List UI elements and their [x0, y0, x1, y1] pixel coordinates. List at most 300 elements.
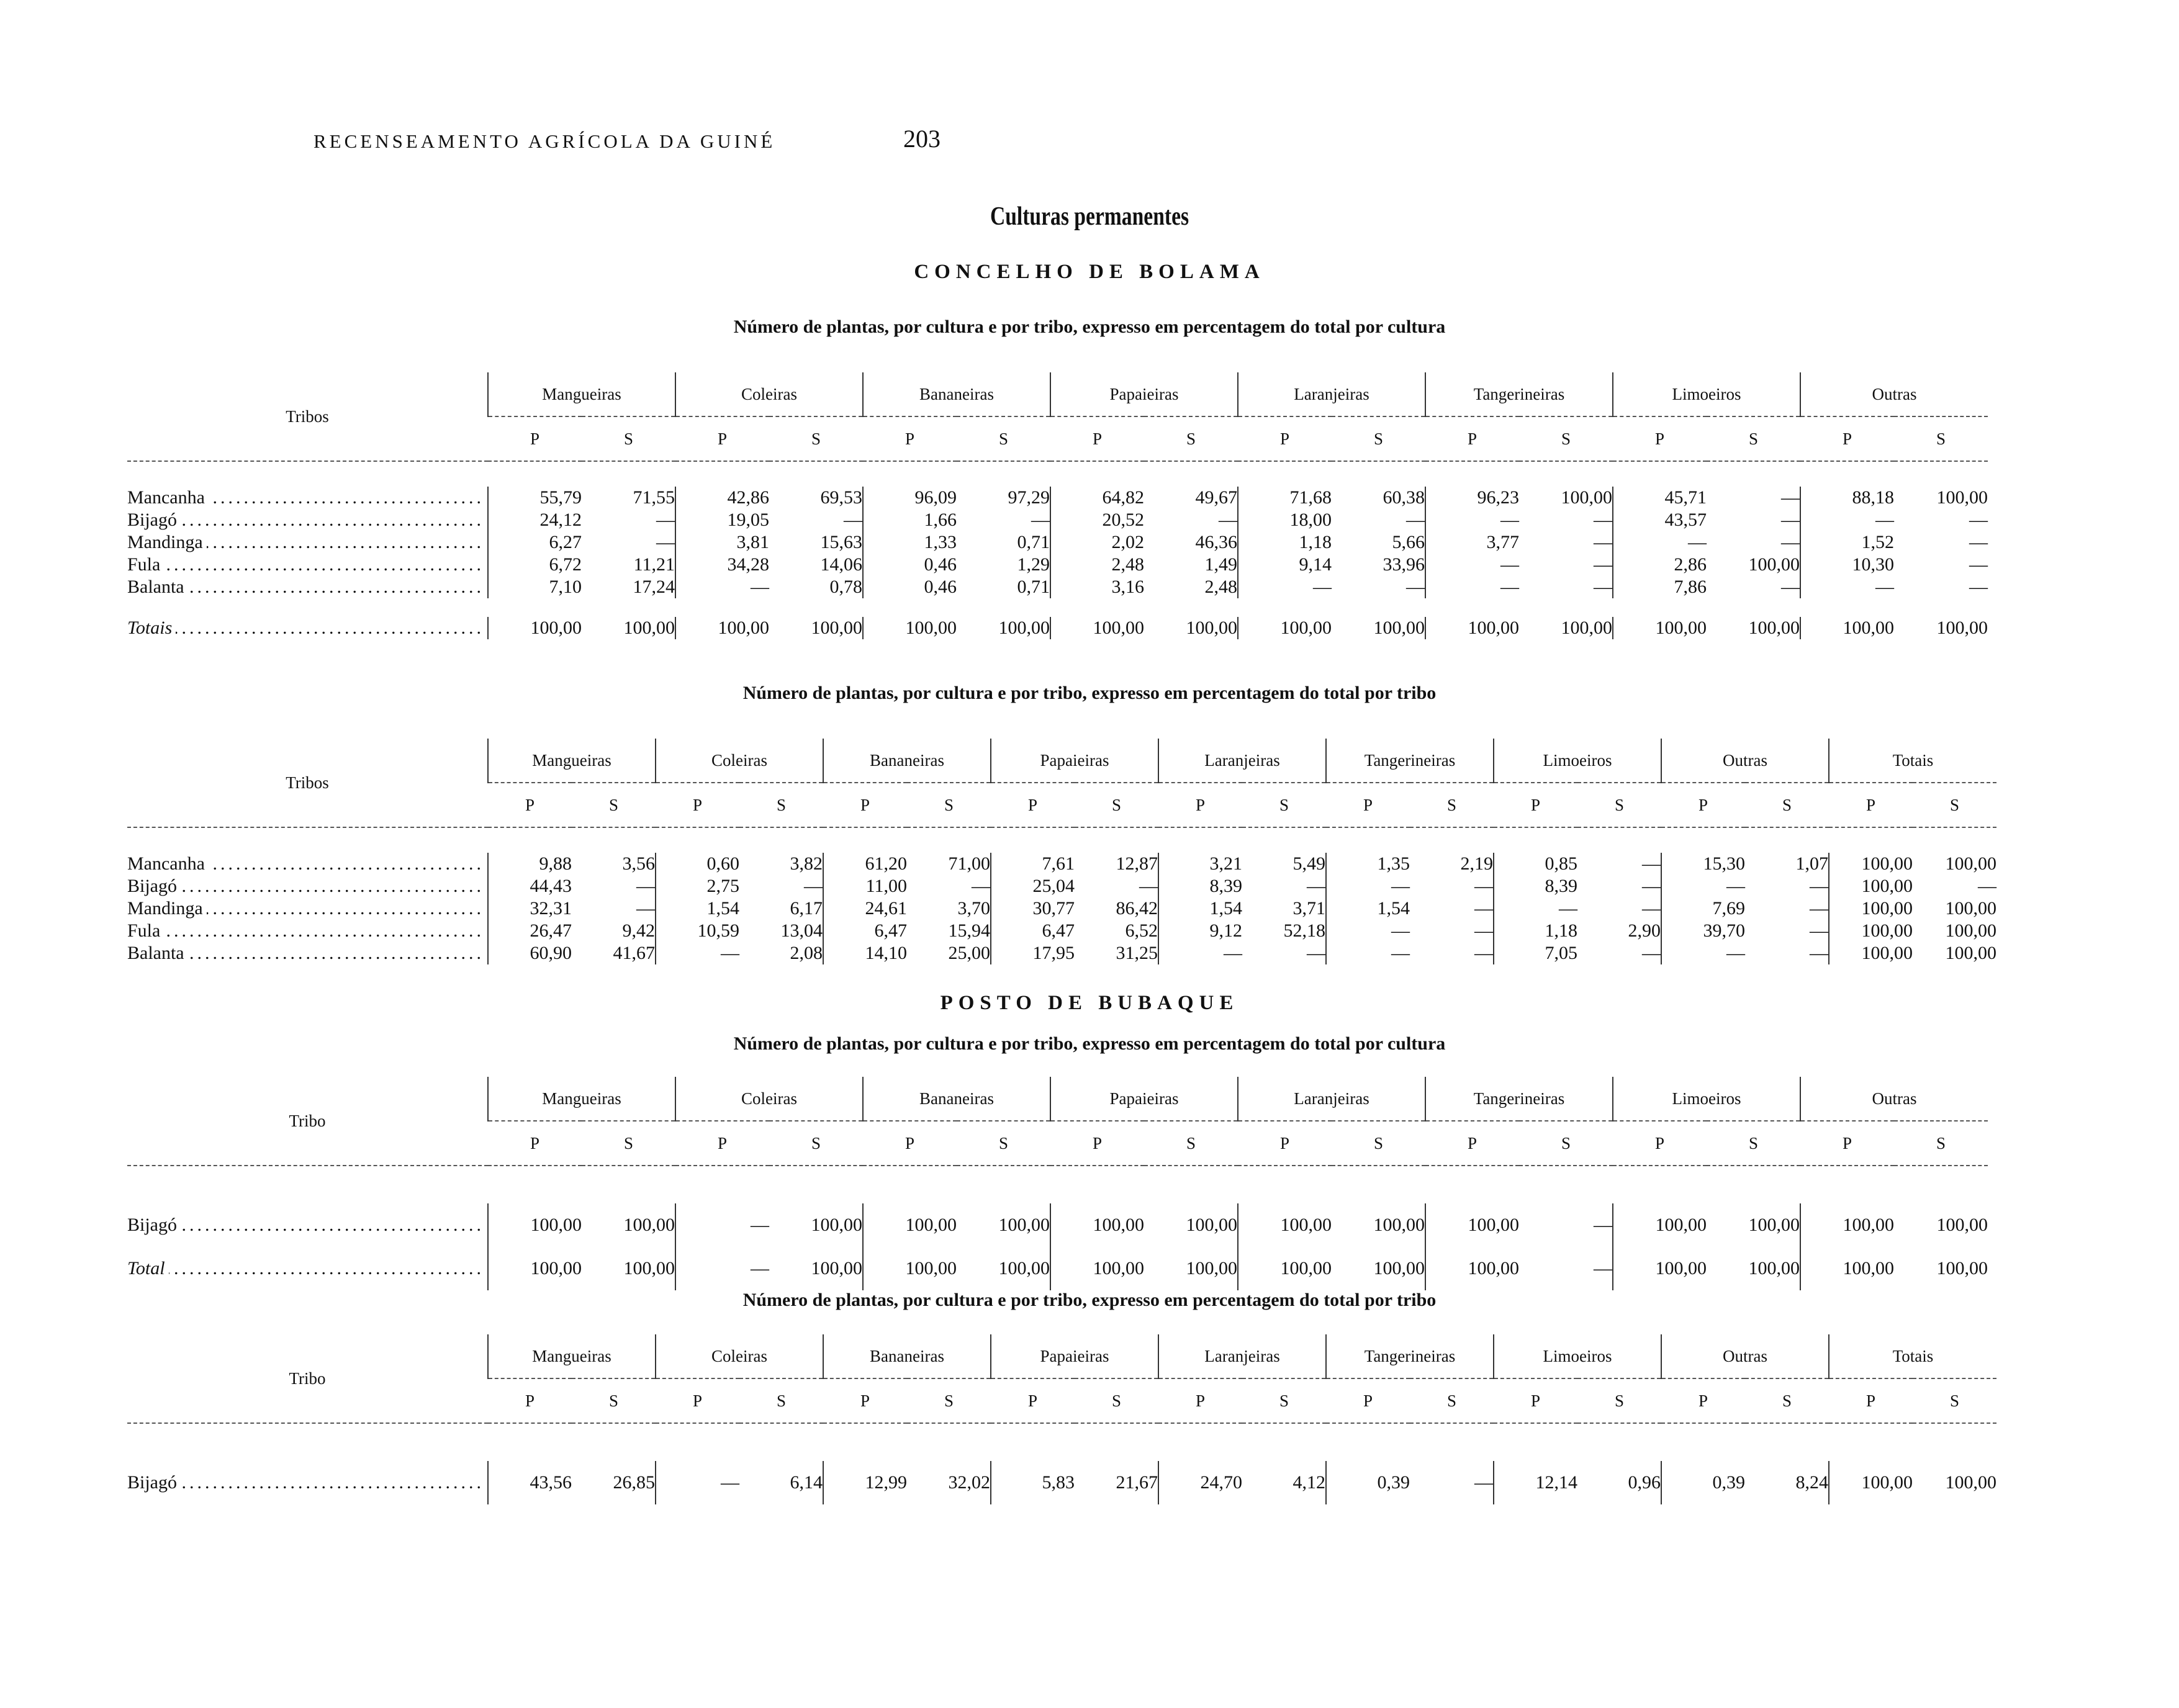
value-cell: —: [1781, 577, 1800, 597]
value-cell: 100,00: [1945, 943, 1996, 963]
table-row: [127, 897, 1996, 920]
value-cell: 1,49: [1204, 554, 1237, 575]
crop-header: Outras: [1661, 739, 1829, 783]
value-cell: 100,00: [1800, 1247, 1894, 1290]
spacer-cell: [127, 827, 1996, 853]
spacer-cell: [127, 598, 1988, 617]
value-cell: 0,85: [1494, 853, 1577, 875]
value-cell: 24,61: [823, 897, 907, 920]
value-cell: 100,00: [1561, 487, 1612, 508]
value-cell: 0,71: [1017, 577, 1050, 597]
value-cell: 100,00: [1829, 1461, 1913, 1504]
row-label: [127, 1461, 488, 1504]
s-header: S: [1913, 1378, 1996, 1423]
value-cell: 100,00: [1186, 618, 1237, 638]
value-cell: 88,18: [1800, 487, 1894, 509]
value-cell: 6,14: [790, 1472, 823, 1493]
p-header: P: [1800, 416, 1894, 461]
row-label: [127, 920, 488, 942]
value-cell: 71,68: [1238, 487, 1332, 509]
crop-header: Laranjeiras: [1158, 739, 1326, 783]
value-cell: 100,00: [1945, 898, 1996, 919]
value-cell: 7,61: [991, 853, 1075, 875]
value-cell: 100,00: [863, 1247, 957, 1290]
value-cell: 14,06: [820, 554, 862, 575]
value-cell: 12,87: [1116, 853, 1158, 874]
page-number: 203: [903, 125, 941, 153]
value-cell: 24,70: [1158, 1461, 1242, 1504]
value-cell: —: [1425, 576, 1519, 598]
value-cell: —: [1031, 510, 1050, 530]
value-cell: 7,10: [488, 576, 582, 598]
value-cell: 100,00: [1238, 617, 1332, 639]
value-cell: 2,08: [790, 943, 823, 963]
value-cell: —: [1494, 897, 1577, 920]
value-cell: 7,69: [1661, 897, 1745, 920]
s-header: S: [1144, 416, 1238, 461]
value-cell: 2,86: [1613, 554, 1707, 576]
value-cell: 12,14: [1494, 1461, 1577, 1504]
value-cell: —: [1307, 943, 1325, 963]
value-cell: 19,05: [675, 509, 769, 531]
value-cell: 6,17: [790, 898, 823, 919]
row-label: [127, 853, 488, 875]
value-cell: —: [1969, 554, 1988, 575]
value-cell: 60,38: [1383, 487, 1425, 508]
table-row: [127, 1203, 1988, 1247]
p-header: P: [1494, 783, 1577, 827]
value-cell: 100,00: [1425, 1203, 1519, 1247]
value-cell: 0,60: [656, 853, 739, 875]
value-cell: —: [1810, 876, 1828, 896]
value-cell: 100,00: [1936, 487, 1988, 508]
crop-header: Outras: [1661, 1334, 1829, 1378]
crop-header: Tangerineiras: [1425, 1077, 1613, 1121]
value-cell: 2,02: [1050, 531, 1144, 554]
p-header: P: [1494, 1378, 1577, 1423]
value-cell: —: [1594, 1215, 1612, 1235]
value-cell: —: [636, 898, 655, 919]
value-cell: 11,21: [633, 554, 675, 575]
s-header: S: [957, 416, 1050, 461]
value-cell: 100,00: [1945, 853, 1996, 874]
value-cell: —: [1969, 577, 1988, 597]
value-cell: 1,18: [1238, 531, 1332, 554]
value-cell: 26,85: [613, 1472, 655, 1493]
value-cell: 96,23: [1425, 487, 1519, 509]
header-row: [127, 372, 1988, 416]
value-cell: 100,00: [1936, 1215, 1988, 1235]
value-cell: 1,35: [1326, 853, 1410, 875]
value-cell: 100,00: [1829, 942, 1913, 964]
crop-header: Tangerineiras: [1425, 372, 1613, 416]
tribe-name: Bijagó: [127, 1215, 181, 1235]
value-cell: 97,29: [1008, 487, 1050, 508]
crop-header: Bananeiras: [863, 372, 1050, 416]
value-cell: 0,96: [1628, 1472, 1661, 1493]
value-cell: 34,28: [675, 554, 769, 576]
crop-header: Totais: [1829, 739, 1996, 783]
value-cell: —: [675, 1203, 769, 1247]
crop-header: Bananeiras: [863, 1077, 1050, 1121]
value-cell: 31,25: [1116, 943, 1158, 963]
value-cell: 1,66: [863, 509, 957, 531]
table-row: [127, 942, 1996, 964]
crop-header: Papaieiras: [991, 739, 1158, 783]
s-header: S: [1745, 783, 1829, 827]
value-cell: 3,71: [1293, 898, 1325, 919]
value-cell: —: [1406, 510, 1425, 530]
p-header: P: [991, 783, 1075, 827]
value-cell: 33,96: [1383, 554, 1425, 575]
crop-header: Laranjeiras: [1158, 1334, 1326, 1378]
value-cell: 15,63: [820, 532, 862, 552]
value-cell: 100,00: [1800, 617, 1894, 639]
value-cell: 0,78: [829, 577, 862, 597]
p-header: P: [488, 416, 582, 461]
table-caption-3: Número de plantas, por cultura e por tribo, expresso em percentagem do total por cultura: [733, 1033, 1446, 1054]
value-cell: 10,59: [656, 920, 739, 942]
p-header: P: [656, 783, 739, 827]
value-cell: —: [1969, 532, 1988, 552]
value-cell: 3,16: [1050, 576, 1144, 598]
s-header: S: [582, 416, 675, 461]
p-header: P: [1238, 1121, 1332, 1166]
stub-header: Tribos: [127, 739, 488, 827]
crop-header: Laranjeiras: [1238, 1077, 1425, 1121]
value-cell: 100,00: [1829, 920, 1913, 942]
spacer: [127, 461, 1988, 487]
value-cell: —: [1661, 875, 1745, 897]
header-row: [127, 1077, 1988, 1121]
row-label: [127, 942, 488, 964]
value-cell: —: [1661, 942, 1745, 964]
value-cell: —: [1642, 853, 1661, 874]
spacer-cell: [127, 1423, 1996, 1461]
value-cell: —: [844, 510, 862, 530]
value-cell: —: [656, 1461, 739, 1504]
s-header: S: [769, 1121, 863, 1166]
value-cell: 100,00: [488, 1203, 582, 1247]
value-cell: 100,00: [1561, 618, 1612, 638]
value-cell: 6,52: [1125, 920, 1158, 941]
value-cell: 100,00: [1425, 1247, 1519, 1290]
spacer-cell: [127, 461, 1988, 487]
value-cell: 32,31: [488, 897, 572, 920]
value-cell: 2,75: [656, 875, 739, 897]
value-cell: 3,81: [675, 531, 769, 554]
value-cell: —: [1810, 943, 1828, 963]
value-cell: 2,19: [1460, 853, 1493, 874]
table-row: [127, 554, 1988, 576]
p-header: P: [863, 416, 957, 461]
row-label: [127, 875, 488, 897]
s-header: S: [1894, 1121, 1988, 1166]
value-cell: 60,90: [488, 942, 572, 964]
crop-header: Limoeiros: [1494, 739, 1661, 783]
value-cell: —: [1158, 942, 1242, 964]
value-cell: —: [656, 942, 739, 964]
value-cell: 100,00: [488, 1247, 582, 1290]
value-cell: 9,42: [622, 920, 655, 941]
value-cell: 100,00: [1050, 1203, 1144, 1247]
s-header: S: [1242, 1378, 1326, 1423]
s-header: S: [1410, 1378, 1494, 1423]
value-cell: 100,00: [623, 1258, 675, 1279]
crop-header: Bananeiras: [823, 739, 991, 783]
value-cell: 100,00: [1425, 617, 1519, 639]
value-cell: 0,46: [863, 554, 957, 576]
value-cell: 100,00: [811, 1258, 862, 1279]
row-label: [127, 617, 488, 639]
table-bubaque-by-crop: [127, 1077, 1988, 1290]
value-cell: 3,21: [1158, 853, 1242, 875]
stub-header: Tribo: [127, 1334, 488, 1423]
value-cell: 9,14: [1238, 554, 1332, 576]
p-header: P: [1326, 1378, 1410, 1423]
value-cell: 1,54: [1158, 897, 1242, 920]
value-cell: 8,39: [1494, 875, 1577, 897]
s-header: S: [1075, 1378, 1158, 1423]
value-cell: —: [1326, 920, 1410, 942]
value-cell: —: [1425, 554, 1519, 576]
value-cell: 32,02: [948, 1472, 990, 1493]
table-bolama-by-tribe: [127, 739, 1996, 964]
value-cell: —: [1139, 876, 1158, 896]
spacer-cell: [127, 1166, 1988, 1203]
value-cell: —: [1781, 487, 1800, 508]
s-header: S: [1913, 783, 1996, 827]
value-cell: —: [972, 876, 990, 896]
value-cell: 6,47: [823, 920, 907, 942]
value-cell: —: [1642, 898, 1661, 919]
value-cell: 100,00: [1373, 618, 1425, 638]
value-cell: 24,12: [488, 509, 582, 531]
p-header: P: [823, 783, 907, 827]
value-cell: —: [1238, 576, 1332, 598]
value-cell: 11,00: [823, 875, 907, 897]
crop-header: Outras: [1800, 1077, 1988, 1121]
crop-header: Mangueiras: [488, 1077, 675, 1121]
value-cell: 52,18: [1283, 920, 1325, 941]
p-header: P: [1661, 783, 1745, 827]
value-cell: —: [675, 576, 769, 598]
tribe-name: Total: [127, 1258, 169, 1279]
value-cell: 2,90: [1628, 920, 1661, 941]
row-label: [127, 487, 488, 509]
value-cell: 100,00: [1936, 1258, 1988, 1279]
spacer: [127, 1166, 1988, 1203]
p-header: P: [1050, 416, 1144, 461]
value-cell: 71,55: [633, 487, 675, 508]
crop-header: Tangerineiras: [1326, 1334, 1494, 1378]
value-cell: 100,00: [1829, 853, 1913, 875]
table-row: [127, 853, 1996, 875]
p-header: P: [675, 1121, 769, 1166]
value-cell: 100,00: [1748, 554, 1800, 575]
value-cell: 45,71: [1613, 487, 1707, 509]
spacer: [127, 827, 1996, 853]
value-cell: 15,94: [948, 920, 990, 941]
stub-header: Tribo: [127, 1077, 488, 1166]
s-header: S: [769, 416, 863, 461]
value-cell: —: [1425, 509, 1519, 531]
s-header: S: [739, 783, 823, 827]
value-cell: 100,00: [1748, 1258, 1800, 1279]
tribe-name: Totais: [127, 618, 176, 638]
p-header: P: [1238, 416, 1332, 461]
value-cell: 100,00: [1186, 1258, 1237, 1279]
value-cell: —: [1594, 1258, 1612, 1279]
value-cell: —: [656, 532, 675, 552]
value-cell: 6,27: [488, 531, 582, 554]
value-cell: 18,00: [1238, 509, 1332, 531]
value-cell: 100,00: [811, 618, 862, 638]
value-cell: 30,77: [991, 897, 1075, 920]
value-cell: 100,00: [1613, 1247, 1707, 1290]
crop-header: Coleiras: [656, 739, 823, 783]
value-cell: 12,99: [823, 1461, 907, 1504]
value-cell: —: [1326, 875, 1410, 897]
crop-header: Coleiras: [675, 372, 863, 416]
value-cell: 43,57: [1613, 509, 1707, 531]
row-label: [127, 509, 488, 531]
value-cell: 46,36: [1195, 532, 1237, 552]
crop-header: Mangueiras: [488, 1334, 656, 1378]
value-cell: —: [1406, 577, 1425, 597]
value-cell: —: [1781, 510, 1800, 530]
value-cell: 61,20: [823, 853, 907, 875]
value-cell: 100,00: [1748, 618, 1800, 638]
value-cell: —: [1594, 510, 1612, 530]
value-cell: 100,00: [998, 1258, 1050, 1279]
tribe-name: Balanta: [127, 943, 188, 963]
p-header: P: [1158, 783, 1242, 827]
crop-header: Coleiras: [675, 1077, 863, 1121]
s-header: S: [739, 1378, 823, 1423]
value-cell: 0,46: [863, 576, 957, 598]
row-label: [127, 576, 488, 598]
value-cell: 42,86: [675, 487, 769, 509]
table-row: [127, 487, 1988, 509]
value-cell: 71,00: [948, 853, 990, 874]
s-header: S: [907, 783, 991, 827]
value-cell: 21,67: [1116, 1472, 1158, 1493]
value-cell: —: [1978, 876, 1996, 896]
value-cell: —: [1613, 531, 1707, 554]
value-cell: 100,00: [998, 1215, 1050, 1235]
p-header: P: [1613, 1121, 1707, 1166]
value-cell: 86,42: [1116, 898, 1158, 919]
value-cell: 2,48: [1050, 554, 1144, 576]
header-row: [127, 1334, 1996, 1378]
value-cell: 39,70: [1661, 920, 1745, 942]
value-cell: —: [1594, 577, 1612, 597]
s-header: S: [1519, 416, 1613, 461]
p-header: P: [1661, 1378, 1745, 1423]
s-header: S: [572, 783, 656, 827]
value-cell: 100,00: [1050, 617, 1144, 639]
value-cell: 0,71: [1017, 532, 1050, 552]
value-cell: 2,48: [1204, 577, 1237, 597]
value-cell: —: [1594, 554, 1612, 575]
s-header: S: [1577, 783, 1661, 827]
crop-header: Papaieiras: [991, 1334, 1158, 1378]
value-cell: 100,00: [811, 1215, 862, 1235]
table-caption-1: Número de plantas, por cultura e por tribo, expresso em percentagem do total por cultura: [733, 317, 1446, 337]
value-cell: —: [1474, 1472, 1493, 1493]
value-cell: 4,12: [1293, 1472, 1325, 1493]
value-cell: 41,67: [613, 943, 655, 963]
value-cell: 1,54: [1326, 897, 1410, 920]
value-cell: 100,00: [1829, 897, 1913, 920]
crop-header: Laranjeiras: [1238, 372, 1425, 416]
value-cell: —: [1474, 943, 1493, 963]
value-cell: 1,33: [863, 531, 957, 554]
table-row: [127, 875, 1996, 897]
value-cell: —: [804, 876, 823, 896]
value-cell: 25,04: [991, 875, 1075, 897]
crop-header: Totais: [1829, 1334, 1996, 1378]
value-cell: 100,00: [863, 1203, 957, 1247]
table-row: [127, 1461, 1996, 1504]
s-header: S: [1745, 1378, 1829, 1423]
crop-header: Mangueiras: [488, 372, 675, 416]
value-cell: 5,66: [1392, 532, 1425, 552]
value-cell: 43,56: [488, 1461, 572, 1504]
value-cell: 100,00: [1238, 1203, 1332, 1247]
value-cell: 7,86: [1613, 576, 1707, 598]
value-cell: 3,56: [622, 853, 655, 874]
spacer: [127, 598, 1988, 617]
value-cell: 13,04: [780, 920, 823, 941]
row-label: [127, 554, 488, 576]
value-cell: 69,53: [820, 487, 862, 508]
value-cell: —: [1642, 876, 1661, 896]
value-cell: 100,00: [1945, 920, 1996, 941]
value-cell: —: [1219, 510, 1237, 530]
value-cell: 6,72: [488, 554, 582, 576]
value-cell: —: [1474, 876, 1493, 896]
value-cell: 1,18: [1494, 920, 1577, 942]
running-title: RECENSEAMENTO AGRÍCOLA DA GUINÉ: [314, 130, 776, 152]
value-cell: 100,00: [1050, 1247, 1144, 1290]
value-cell: 5,49: [1293, 853, 1325, 874]
value-cell: 44,43: [488, 875, 572, 897]
value-cell: 100,00: [488, 617, 582, 639]
s-header: S: [1577, 1378, 1661, 1423]
spacer: [127, 1423, 1996, 1461]
p-header: P: [823, 1378, 907, 1423]
value-cell: 17,24: [633, 577, 675, 597]
value-cell: 5,83: [991, 1461, 1075, 1504]
p-header: P: [1829, 783, 1913, 827]
value-cell: 100,00: [1373, 1258, 1425, 1279]
p-header: P: [1050, 1121, 1144, 1166]
value-cell: —: [1474, 920, 1493, 941]
s-header: S: [572, 1378, 656, 1423]
crop-header: Papaieiras: [1050, 372, 1238, 416]
s-header: S: [582, 1121, 675, 1166]
row-label: [127, 897, 488, 920]
value-cell: —: [1642, 943, 1661, 963]
value-cell: 100,00: [1748, 1215, 1800, 1235]
value-cell: 25,00: [948, 943, 990, 963]
value-cell: 1,52: [1800, 531, 1894, 554]
value-cell: 14,10: [823, 942, 907, 964]
value-cell: 49,67: [1195, 487, 1237, 508]
value-cell: —: [1781, 532, 1800, 552]
